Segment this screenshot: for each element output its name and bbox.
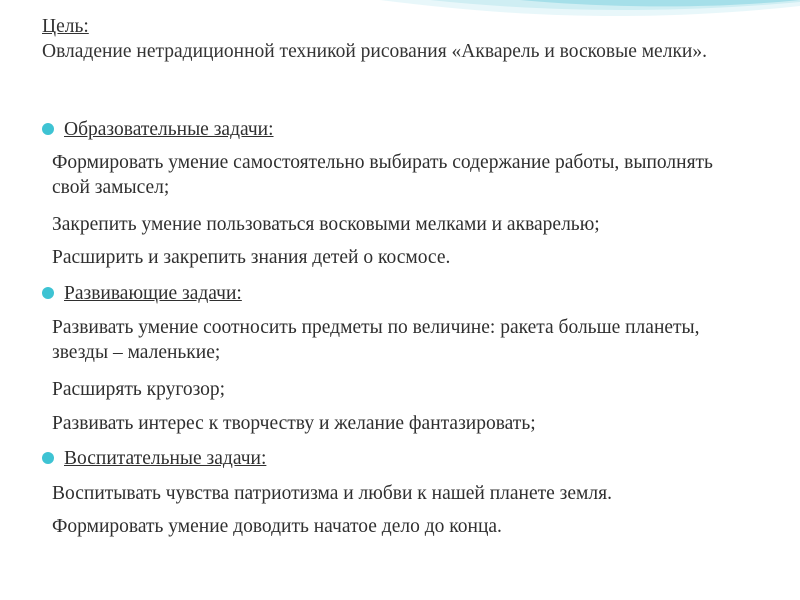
task-item: Закрепить умение пользоваться восковыми мелками и акварелью; [52,214,600,235]
goal-label: Цель: [42,16,89,37]
task-item: Воспитывать чувства патриотизма и любви к нашей планете земля. [52,483,612,504]
task-item: Формировать умение самостоятельно выбирать содержание работы, выполнять свой замысел; [52,152,713,198]
section-heading-developmental: Развивающие задачи: [42,281,762,306]
bullet-icon [42,123,54,135]
goal-text: Овладение нетрадиционной техникой рисования «Акварель и восковые мелки». [42,41,707,62]
task-item: Расширить и закрепить знания детей о космосе. [52,247,451,268]
bullet-icon [42,452,54,464]
task-item: Расширять кругозор; [52,379,226,400]
section-heading-upbringing: Воспитательные задачи: [42,446,762,471]
slide-title [42,14,742,64]
task-item: Развивать интерес к творчеству и желание фантазировать; [52,413,536,434]
section-heading-educational: Образовательные задачи: [42,117,762,142]
bullet-icon [42,287,54,299]
task-item: Развивать умение соотносить предметы по величине: ракета больше планеты, звезды – маленькие; [52,317,700,363]
task-item: Формировать умение доводить начатое дело до конца. [52,516,502,537]
